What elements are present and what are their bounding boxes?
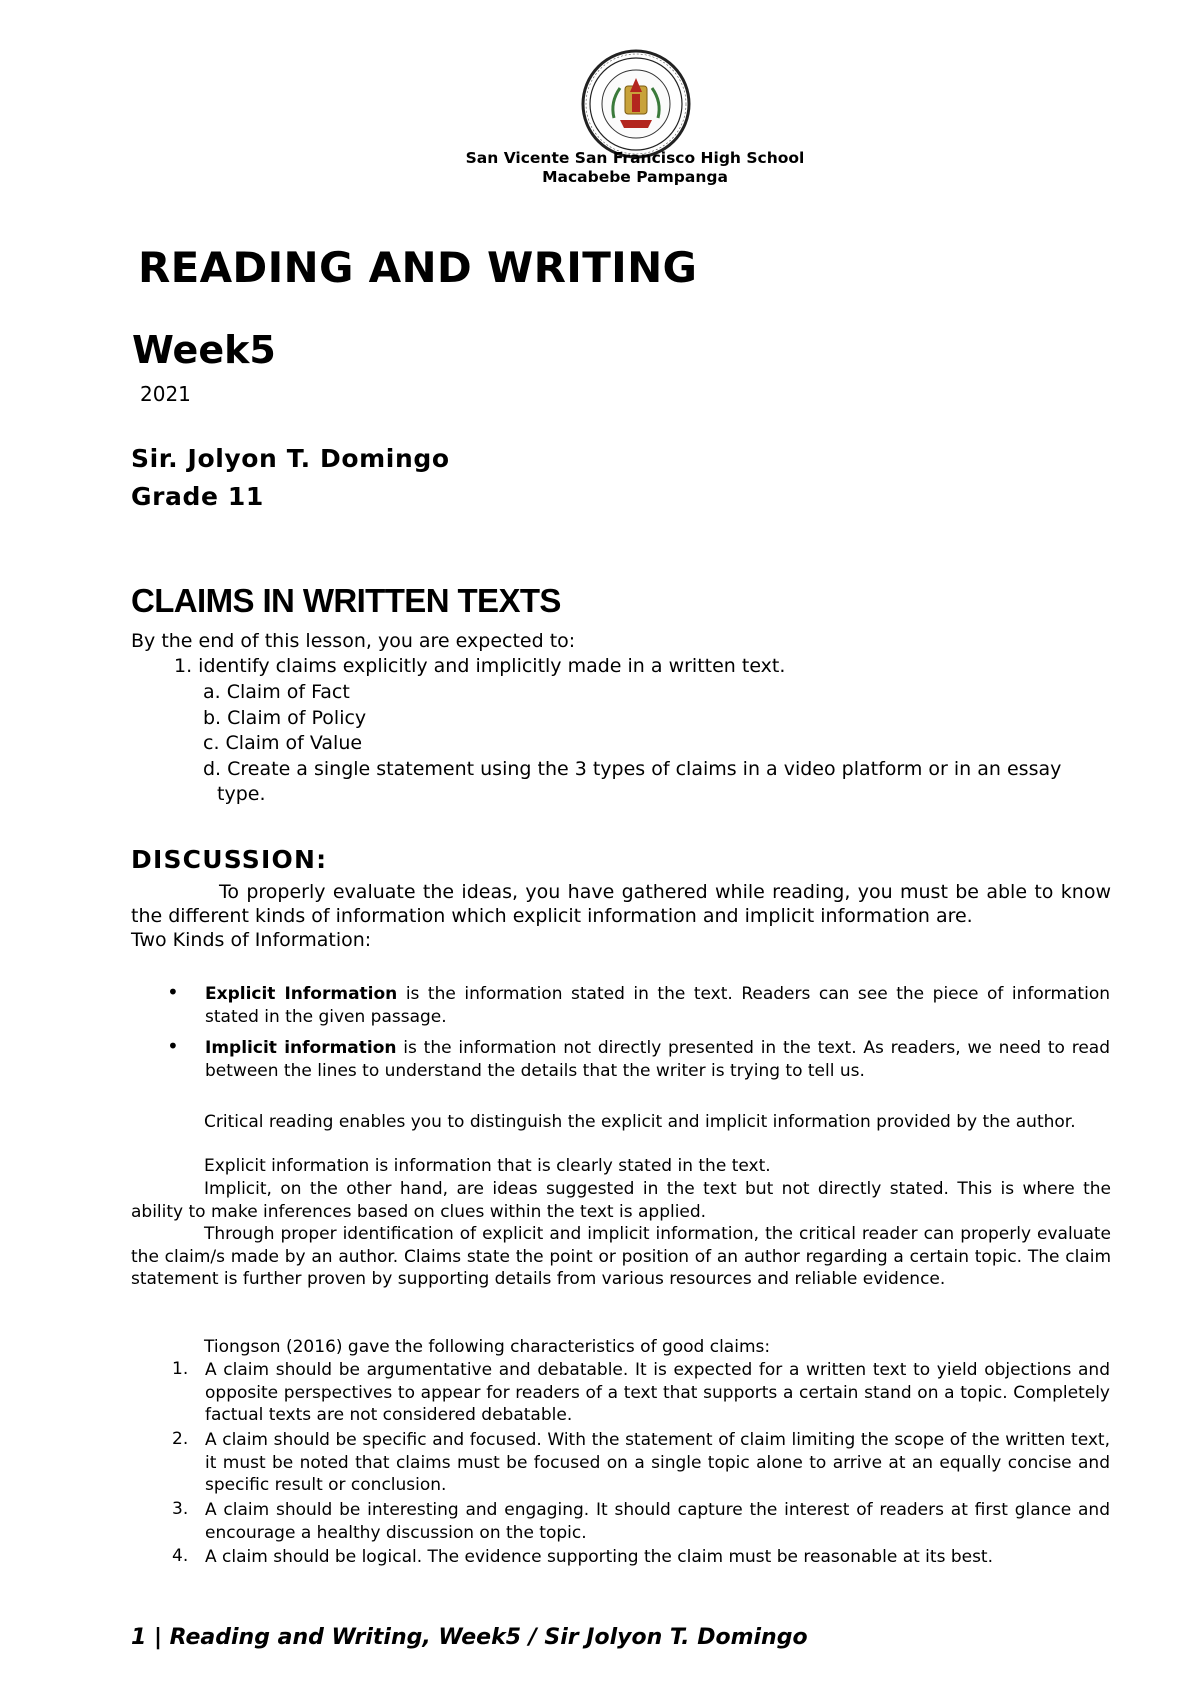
characteristic-item: A claim should be specific and focused. With the statement of claim limiting the scope of the written text, it must be noted that claims must be focused on a single topic alone to arrive at an equally concise and specific result or conclusion. xyxy=(205,1430,1110,1495)
paragraph-explicit: Explicit information is information that is clearly stated in the text. xyxy=(204,1156,771,1176)
list-number: 3. xyxy=(172,1499,189,1519)
objective-1: 1. identify claims explicitly and implicitly made in a written text. xyxy=(174,655,786,677)
list-number: 2. xyxy=(172,1429,189,1449)
kinds-of-information-label: Two Kinds of Information: xyxy=(131,929,372,951)
bullet-text: is the information not directly presented in the text. As readers, we need to read between the lines to understand the details that the writer is trying to tell us. xyxy=(205,1038,1111,1081)
bullet-marker: • xyxy=(167,980,179,1004)
document-title: READING AND WRITING xyxy=(138,243,698,292)
characteristic-item: A claim should be logical. The evidence supporting the claim must be reasonable at its best. xyxy=(205,1547,994,1567)
lesson-title: CLAIMS IN WRITTEN TEXTS xyxy=(131,582,561,619)
explicit-info-bullet xyxy=(205,983,1110,1028)
characteristic-item: A claim should be interesting and engaging. It should capture the interest of readers at first glance and encourage a healthy discussion on the topic. xyxy=(205,1500,1110,1543)
bullet-term: Explicit Information xyxy=(205,984,398,1004)
objectives-intro: By the end of this lesson, you are expected to: xyxy=(131,630,576,652)
paragraph-claims: Through proper identification of explicit and implicit information, the critical reader can properly evaluate the claim/s made by an author. Claims state the point or position of an author regarding a certain topic. The claim statement is further proven by supporting details from various resources and reliable evidence. xyxy=(131,1224,1111,1289)
sub-objective-d: d. Create a single statement using the 3 types of claims in a video platform or in an essay xyxy=(203,758,1062,780)
paragraph-critical-reading: Critical reading enables you to distinguish the explicit and implicit information provided by the author. xyxy=(204,1112,1076,1132)
week-label: Week5 xyxy=(132,328,276,372)
list-number: 1. xyxy=(172,1359,189,1379)
sub-objective-c: c. Claim of Value xyxy=(203,732,363,754)
bullet-marker: • xyxy=(167,1034,179,1058)
page-footer: 1 | Reading and Writing, Week5 / Sir Jolyon T. Domingo xyxy=(131,1625,808,1650)
bullet-text: is the information stated in the text. Readers can see the piece of information stated in the given passage. xyxy=(205,984,1111,1027)
sub-objective-b: b. Claim of Policy xyxy=(203,707,367,729)
teacher-name: Sir. Jolyon T. Domingo xyxy=(131,444,450,473)
sub-objective-a: a. Claim of Fact xyxy=(203,681,350,703)
discussion-heading: DISCUSSION: xyxy=(131,845,328,874)
paragraph-implicit: Implicit, on the other hand, are ideas suggested in the text but not directly stated. This is where the ability to make inferences based on clues within the text is applied. xyxy=(131,1179,1111,1222)
year-label: 2021 xyxy=(140,382,191,406)
bullet-term: Implicit information xyxy=(205,1038,397,1058)
school-town: Macabebe Pampanga xyxy=(542,168,728,186)
sub-objective-d-cont: type. xyxy=(217,783,266,805)
list-number: 4. xyxy=(172,1546,189,1566)
school-seal-logo xyxy=(580,48,692,160)
school-name: San Vicente San Francisco High School xyxy=(465,149,805,167)
characteristics-intro: Tiongson (2016) gave the following characteristics of good claims: xyxy=(204,1337,771,1357)
implicit-info-bullet xyxy=(205,1037,1110,1082)
discussion-paragraph: To properly evaluate the ideas, you have gathered while reading, you must be able to know the different kinds of information which explicit information and implicit information are. xyxy=(131,881,1111,927)
characteristic-item: A claim should be argumentative and debatable. It is expected for a written text to yield objections and opposite perspectives to appear for readers of a text that supports a certain stand on a topic. Completely factual texts are not considered debatable. xyxy=(205,1360,1110,1425)
grade-level: Grade 11 xyxy=(131,482,264,511)
